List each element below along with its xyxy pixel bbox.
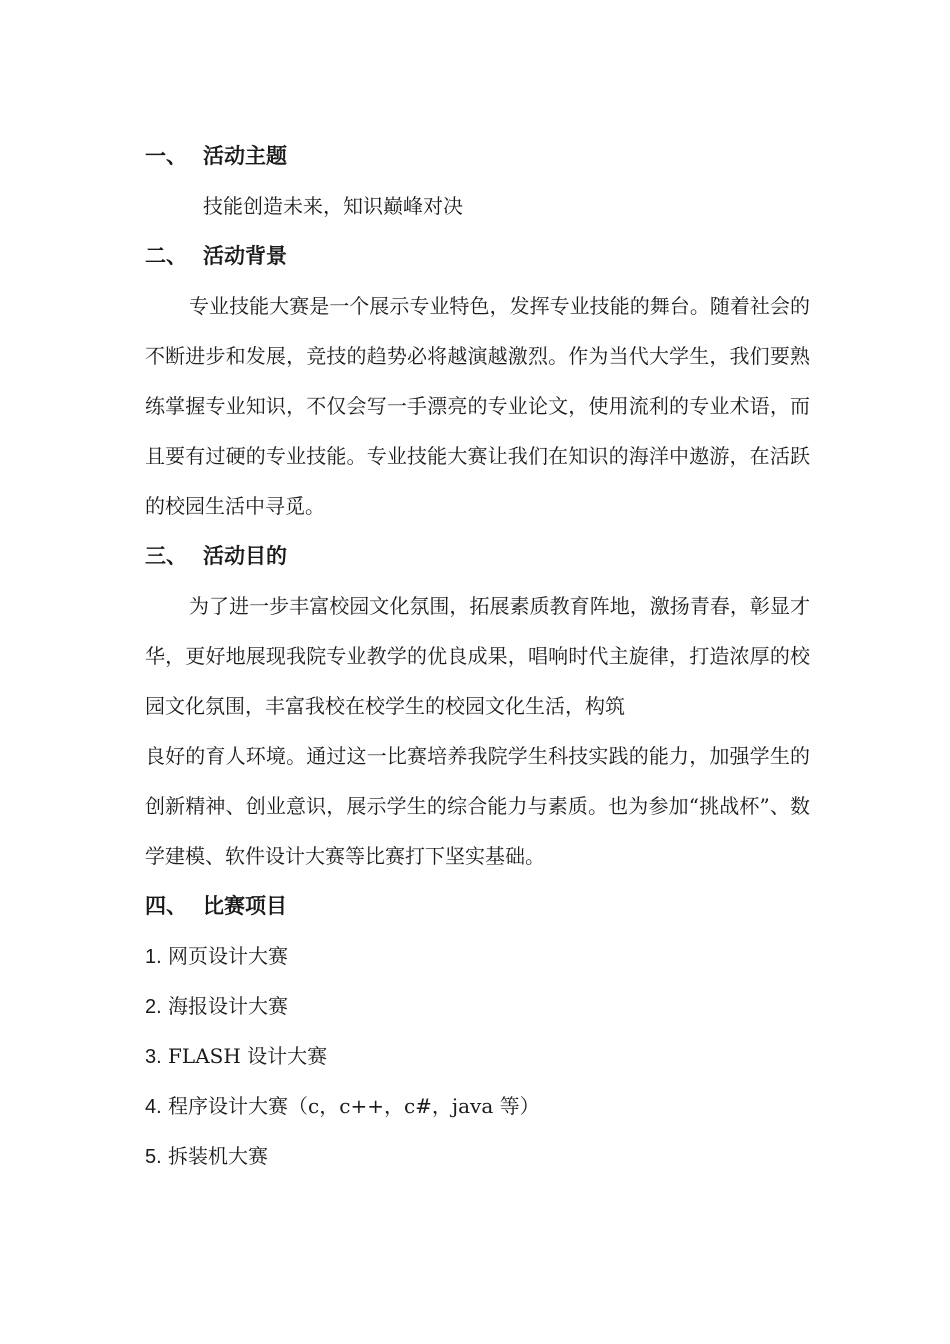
list-item [145, 1031, 810, 1081]
list-text: 网页设计大赛 [168, 944, 289, 968]
section-title: 活动主题 [203, 144, 287, 168]
list-text: FLASH 设计大赛 [168, 1044, 328, 1068]
list-item [145, 981, 810, 1031]
section-heading-events [145, 881, 810, 931]
list-text: 拆装机大赛 [168, 1144, 269, 1168]
section-title: 比赛项目 [203, 894, 287, 918]
list-index: 5. [145, 1146, 162, 1168]
list-index: 2. [145, 996, 162, 1018]
section-number: 三、 [145, 544, 187, 568]
list-item [145, 931, 810, 981]
section-title: 活动目的 [203, 544, 287, 568]
document-page [145, 131, 810, 1181]
background-paragraph: 专业技能大赛是一个展示专业特色，发挥专业技能的舞台。随着社会的不断进步和发展，竞技的趋势必将越演越激烈。作为当代大学生，我们要熟练掌握专业知识，不仅会写一手漂亮的专业论文，使用流利的专业术语，而且要有过硬的专业技能。专业技能大赛让我们在知识的海洋中遨游，在活跃的校园生活中寻觅。 [145, 294, 810, 518]
list-item [145, 1081, 810, 1131]
purpose-paragraph-2: 良好的育人环境。通过这一比赛培养我院学生科技实践的能力，加强学生的创新精神、创业意识，展示学生的综合能力与素质。也为参加“挑战杯”、数学建模、软件设计大赛等比赛打下坚实基础。 [145, 744, 810, 868]
section-number: 一、 [145, 144, 187, 168]
list-text: 程序设计大赛（c，c++，c#，java 等） [168, 1094, 540, 1118]
section-title: 活动背景 [203, 244, 287, 268]
section-heading-background [145, 231, 810, 281]
list-item [145, 1131, 810, 1181]
purpose-paragraph-1: 为了进一步丰富校园文化氛围，拓展素质教育阵地，激扬青春，彰显才华，更好地展现我院专业教学的优良成果，唱响时代主旋律，打造浓厚的校园文化氛围，丰富我校在校学生的校园文化生活，构筑 [145, 594, 810, 718]
section-heading-theme [145, 131, 810, 181]
theme-text: 技能创造未来，知识巅峰对决 [203, 194, 463, 218]
list-index: 3. [145, 1046, 162, 1068]
section-heading-purpose [145, 531, 810, 581]
section-number: 四、 [145, 894, 187, 918]
list-index: 4. [145, 1096, 162, 1118]
list-text: 海报设计大赛 [168, 994, 289, 1018]
list-index: 1. [145, 946, 162, 968]
section-number: 二、 [145, 244, 187, 268]
